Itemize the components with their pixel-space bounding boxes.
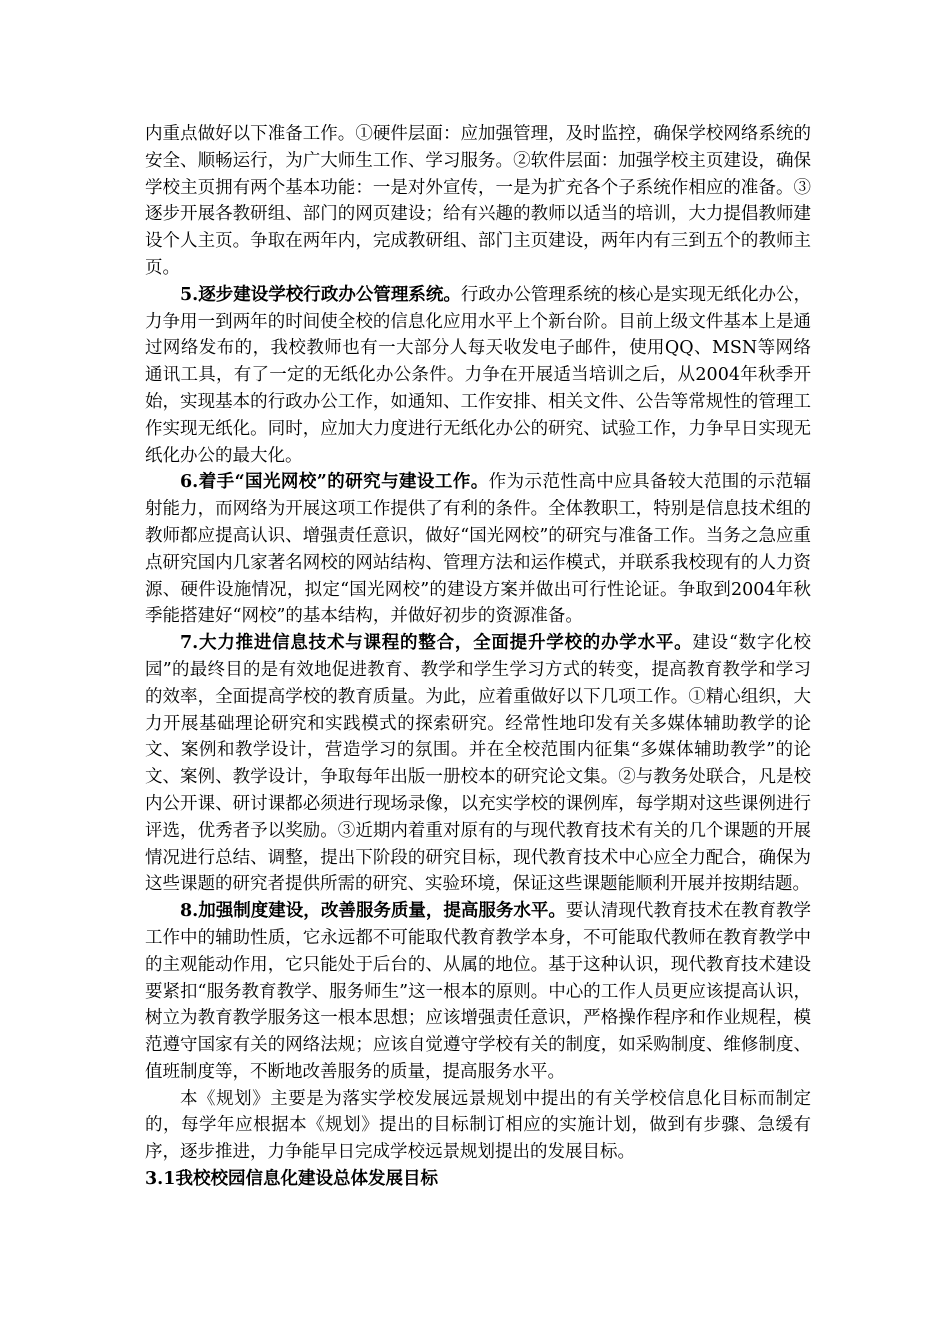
paragraph-lead: 8.加强制度建设，改善服务质量，提高服务水平。 (180, 901, 566, 922)
paragraph-plan-summary (145, 1086, 811, 1166)
paragraph-item-6 (145, 469, 811, 630)
paragraph-item-7 (145, 630, 811, 898)
paragraph-item-5 (145, 282, 811, 470)
paragraph-lead: 5.逐步建设学校行政办公管理系统。 (180, 284, 461, 305)
paragraph-text: 建设“数字化校园”的最终目的是有效地促进教育、教学和学生学习方式的转变，提高教育教学和学习的效率，全面提高学校的教育质量。为此，应着重做好以下几项工作。①精心组织，大力开展基础理论研究和实践模式的探索研究。经常性地印发有关多媒体辅助教学的论文、案例和教学设计，营造学习的氛围。并在全校范围内征集“多媒体辅助教学”的论文、案例、教学设计，争取每年出版一册校本的研究论文集。②与教务处联合，凡是校内公开课、研讨课都必须进行现场录像，以充实学校的课例库，每学期对这些课例进行评选，优秀者予以奖励。③近期内着重对原有的与现代教育技术有关的几个课题的开展情况进行总结、调整，提出下阶段的研究目标，现代教育技术中心应全力配合，确保为这些课题的研究者提供所需的研究、实验环境，保证这些课题能顺利开展并按期结题。 (145, 633, 811, 895)
paragraph-text: 要认清现代教育技术在教育教学工作中的辅助性质，它永远都不可能取代教育教学本身，不可能取代教师在教育教学中的主观能动作用，它只能处于后台的、从属的地位。基于这种认识，现代教育技术建设要紧扣“服务教育教学、服务师生”这一根本的原则。中心的工作人员更应该提高认识，树立为教育教学服务这一根本思想；应该增强责任意识，严格操作程序和作业规程，模范遵守国家有关的网络法规；应该自觉遵守学校有关的制度，如采购制度、维修制度、值班制度等，不断地改善服务的质量，提高服务水平。 (145, 901, 811, 1082)
paragraph-item-8 (145, 898, 811, 1086)
paragraph-text: 行政办公管理系统的核心是实现无纸化办公，力争用一到两年的时间使全校的信息化应用水平上个新台阶。目前上级文件基本上是通过网络发布的，我校教师也有一大部分人每天收发电子邮件，使用QQ、MSN等网络通讯工具，有了一定的无纸化办公条件。力争在开展适当培训之后，从2004年秋季开始，实现基本的行政办公工作，如通知、工作安排、相关文件、公告等常规性的管理工作实现无纸化。同时，应加大力度进行无纸化办公的研究、试验工作，力争早日实现无纸化办公的最大化。 (145, 284, 811, 466)
paragraph-text: 本《规划》主要是为落实学校发展远景规划中提出的有关学校信息化目标而制定的，每学年应根据本《规划》提出的目标制订相应的实施计划，做到有步骤、急缓有序，逐步推进，力争能早日完成学校远景规划提出的发展目标。 (145, 1088, 811, 1163)
paragraph-text: 内重点做好以下准备工作。①硬件层面：应加强管理，及时监控，确保学校网络系统的安全、顺畅运行，为广大师生工作、学习服务。②软件层面：加强学校主页建设，确保学校主页拥有两个基本功能：一是对外宣传，一是为扩充各个子系统作相应的准备。③逐步开展各教研组、部门的网页建设；给有兴趣的教师以适当的培训，大力提倡教师建设个人主页。争取在两年内，完成教研组、部门主页建设，两年内有三到五个的教师主页。 (145, 124, 811, 278)
paragraph-lead: 6.着手“国光网校”的研究与建设工作。 (180, 472, 489, 493)
paragraph-preparation-work (145, 121, 811, 282)
paragraph-lead: 7.大力推进信息技术与课程的整合，全面提升学校的办学水平。 (180, 633, 693, 654)
section-heading: 3.1我校校园信息化建设总体发展目标 (145, 1169, 438, 1190)
paragraph-text: 作为示范性高中应具备较大范围的示范辐射能力，而网络为开展这项工作提供了有利的条件。全体教职工，特别是信息技术组的教师都应提高认识、增强责任意识，做好“国光网校”的研究与准备工作。当务之急应重点研究国内几家著名网校的网站结构、管理方法和运作模式，并联系我校现有的人力资源、硬件设施情况，拟定“国光网校”的建设方案并做出可行性论证。争取到2004年秋季能搭建好“网校”的基本结构，并做好初步的资源准备。 (145, 472, 812, 627)
document-body (145, 121, 811, 1193)
